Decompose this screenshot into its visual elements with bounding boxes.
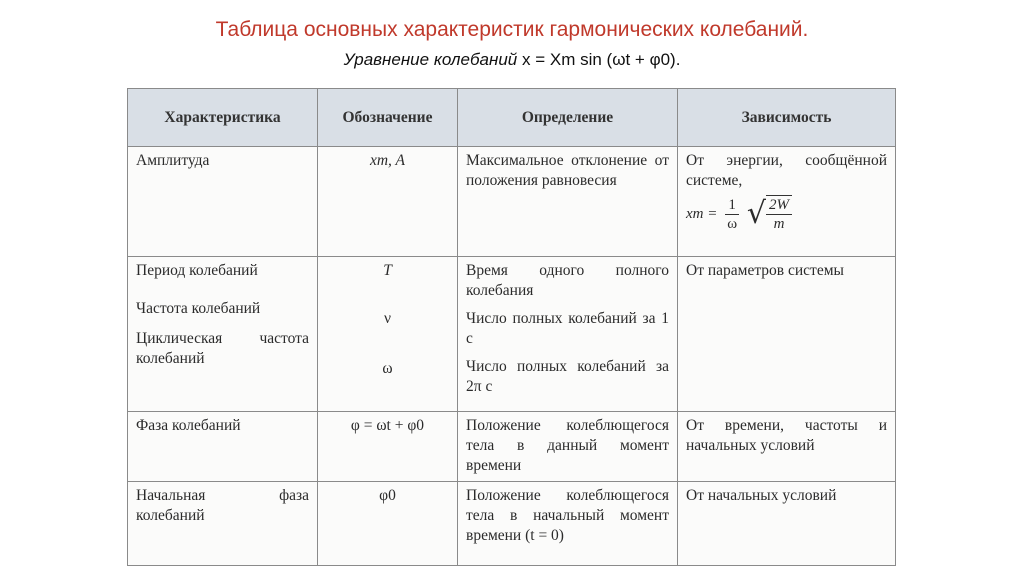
fraction-denominator: ω xyxy=(727,215,738,232)
period-name: Период колебаний xyxy=(136,262,258,279)
cell-initial-phase-definition: Положение колеблющегося тела в начальный момент времени (t = 0) xyxy=(458,482,678,566)
sqrt-sign-icon: √ xyxy=(746,196,766,231)
equation-text: x = Xm sin (ωt + φ0). xyxy=(521,50,681,69)
formula-lhs: xm = xyxy=(686,206,718,222)
frequency-name: Частота колебаний xyxy=(136,300,261,317)
sqrt-content xyxy=(766,195,792,233)
table-row xyxy=(128,257,896,412)
table-row xyxy=(128,147,896,257)
sqrt-denominator: m xyxy=(773,216,785,232)
cell-phase-definition: Положение колеблющегося тела в данный момент времени xyxy=(458,412,678,482)
cell-amplitude-name: Амплитуда xyxy=(128,147,318,257)
table-row xyxy=(128,482,896,566)
fraction-numerator: 1 xyxy=(725,196,739,215)
cyclic-definition: Число полных колебаний за 2π с xyxy=(466,358,669,395)
table-header-row xyxy=(128,89,896,147)
cyclic-symbol: ω xyxy=(382,360,393,377)
amplitude-dependence-text: От энергии, сообщённой системе, xyxy=(686,152,887,189)
cell-initial-phase-dependence: От начальных условий xyxy=(678,482,896,566)
cell-phase-symbol: φ = ωt + φ0 xyxy=(318,412,458,482)
frequency-symbol: ν xyxy=(383,310,391,327)
cell-phase-dependence: От времени, частоты и начальных условий xyxy=(678,412,896,482)
period-definition: Время одного полного колебания xyxy=(466,262,669,299)
frequency-definition: Число полных колебаний за 1 с xyxy=(466,310,669,347)
sqrt-numerator: 2W xyxy=(766,196,792,215)
cell-period-names xyxy=(128,257,318,412)
header-characteristic: Характеристика xyxy=(128,89,318,147)
period-symbol: T xyxy=(383,262,392,279)
cell-phase-name: Фаза колебаний xyxy=(128,412,318,482)
cell-amplitude-symbol: xm, A xyxy=(318,147,458,257)
cell-period-dependence: От параметров системы xyxy=(678,257,896,412)
cell-amplitude-definition: Максимальное отклонение от положения равновесия xyxy=(458,147,678,257)
cell-period-definitions xyxy=(458,257,678,412)
cyclic-name: Циклическая частота колебаний xyxy=(136,330,309,367)
header-definition: Определение xyxy=(458,89,678,147)
equation-subtitle xyxy=(0,50,1024,70)
cell-initial-phase-name: Начальная фаза колебаний xyxy=(128,482,318,566)
header-symbol: Обозначение xyxy=(318,89,458,147)
amplitude-formula xyxy=(686,195,887,233)
formula-fraction xyxy=(725,196,739,233)
header-dependence: Зависимость xyxy=(678,89,896,147)
sqrt-fraction xyxy=(766,196,792,233)
equation-prefix: Уравнение колебаний xyxy=(343,50,518,69)
formula-sqrt xyxy=(747,195,792,233)
cell-amplitude-dependence xyxy=(678,147,896,257)
characteristics-table xyxy=(127,88,896,566)
table-row xyxy=(128,412,896,482)
cell-initial-phase-symbol: φ0 xyxy=(318,482,458,566)
cell-period-symbols xyxy=(318,257,458,412)
slide-title: Таблица основных характеристик гармонических колебаний. xyxy=(215,18,809,41)
